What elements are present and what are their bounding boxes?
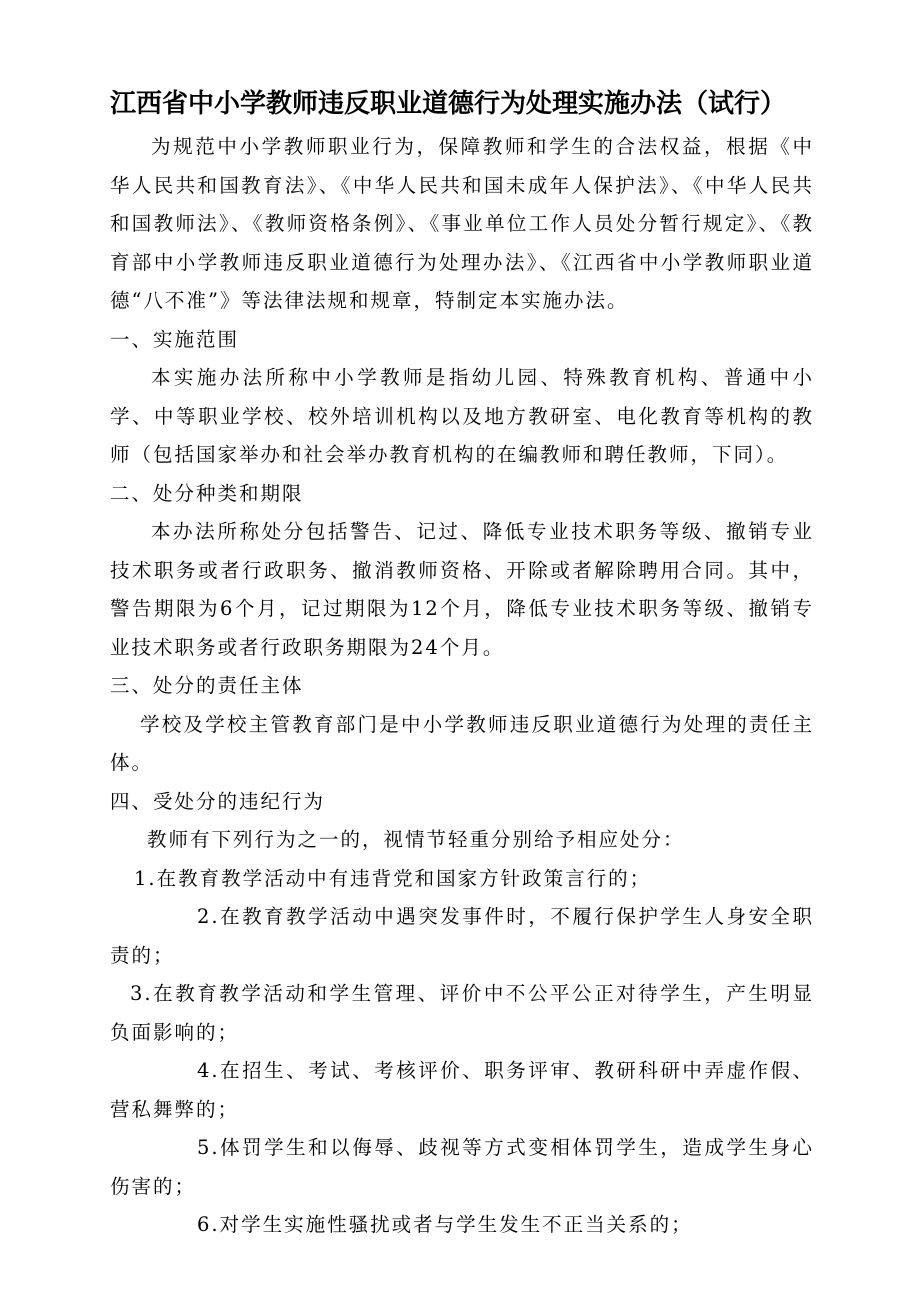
section-text-scope: 本实施办法所称中小学教师是指幼儿园、特殊教育机构、普通中小学、中等职业学校、校外培训机构以及地方教研室、电化教育等机构的教师（包括国家举办和社会举办教育机构的在编教师和聘任教师，下同）。 bbox=[110, 366, 814, 466]
list-item: 2.在教育教学活动中遇突发事件时，不履行保护学生人身安全职责的； bbox=[110, 905, 814, 967]
document-body bbox=[110, 128, 814, 1245]
list-item: 1.在教育教学活动中有违背党和国家方针政策言行的； bbox=[134, 866, 652, 890]
list-item: 4.在招生、考试、考核评价、职务评审、教研科研中弄虚作假、营私舞弊的； bbox=[110, 1059, 814, 1121]
section-text-responsible-party: 学校及学校主管教育部门是中小学教师违反职业道德行为处理的责任主体。 bbox=[110, 712, 814, 774]
document-title: 江西省中小学教师违反职业道德行为处理实施办法（试行） bbox=[110, 89, 787, 119]
list-item: 3.在教育教学活动和学生管理、评价中不公平公正对待学生，产生明显负面影响的； bbox=[110, 982, 814, 1044]
section-heading-scope: 一、实施范围 bbox=[110, 327, 240, 351]
section-heading-responsible-party: 三、处分的责任主体 bbox=[110, 674, 304, 697]
section-text-penalty-types: 本办法所称处分包括警告、记过、降低专业技术职务等级、撤销专业技术职务或者行政职务、撤消教师资格、开除或者解除聘用合同。其中，警告期限为6个月，记过期限为12个月，降低专业技术职务等级、撤销专业技术职务或者行政职务期限为24个月。 bbox=[110, 520, 814, 659]
section-text-violations: 教师有下列行为之一的，视情节轻重分别给予相应处分： bbox=[147, 828, 685, 851]
intro-paragraph: 为规范中小学教师职业行为，保障教师和学生的合法权益，根据《中华人民共和国教育法》、《中华人民共和国未成年人保护法》、《中华人民共和国教师法》、《教师资格条例》、《事业单位工作人员处分暂行规定》、《教育部中小学教师违反职业道德行为处理办法》、《江西省中小学教师职业道德“八不准”》等法律法规和规章，特制定本实施办法。 bbox=[110, 135, 814, 312]
section-heading-penalty-types: 二、处分种类和期限 bbox=[110, 481, 304, 505]
list-item: 6.对学生实施性骚扰或者与学生发生不正当关系的； bbox=[197, 1213, 693, 1236]
list-item: 5.体罚学生和以侮辱、歧视等方式变相体罚学生，造成学生身心伤害的； bbox=[110, 1136, 814, 1198]
section-heading-violations: 四、受处分的违纪行为 bbox=[110, 789, 326, 813]
